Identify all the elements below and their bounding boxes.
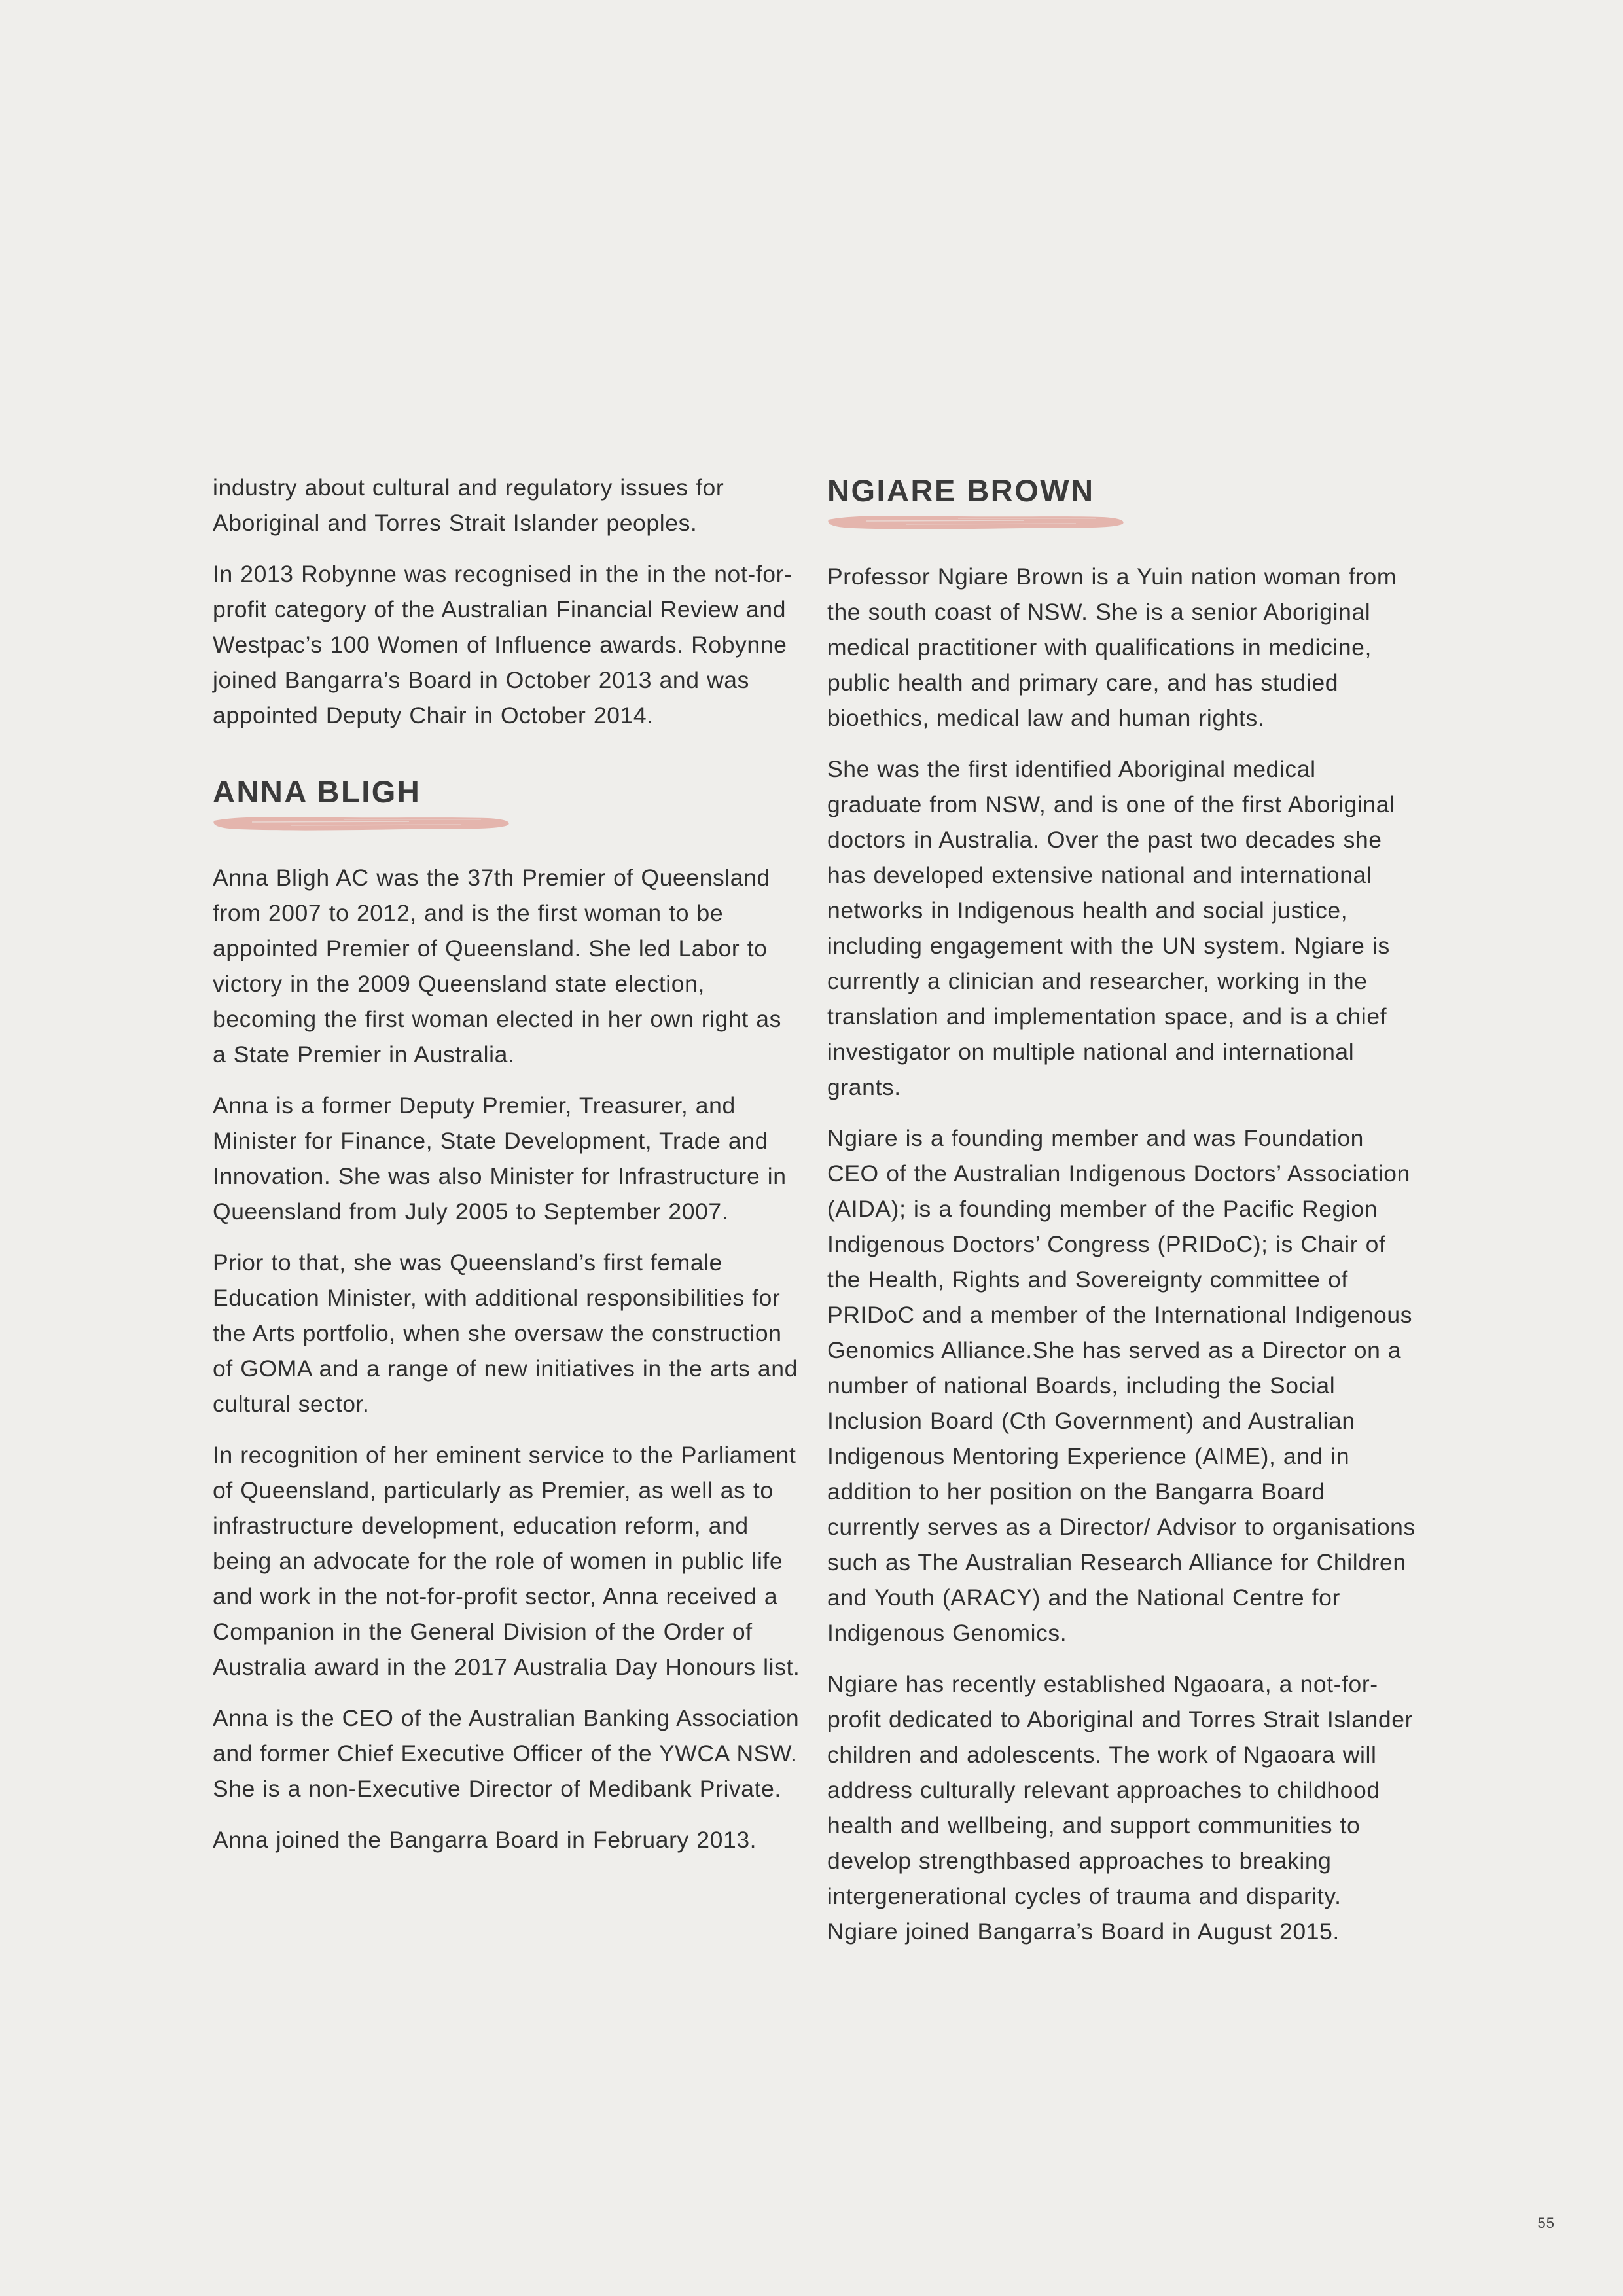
bio-paragraph: Ngiare is a founding member and was Foundation CEO of the Australian Indigenous Doctors’ Association (AIDA); is a founding member of the Pacific Region Indigenous Doctors’ Congress (PRIDoC); is Chair of the Health, Rights and Sovereignty committee of PRIDoC and a member of the International Indigenous Genomics Alliance.She has served as a Director on a number of national Boards, including the Social Inclusion Board (Cth Government) and Australian Indigenous Mentoring Experience (AIME), and in addition to her position on the Bangarra Board currently serves as a Director/ Advisor to organisations such as The Australian Research Alliance for Children and Youth (ARACY) and the National Centre for Indigenous Genomics. [827,1125,1416,1646]
bio-paragraph: Ngiare has recently established Ngaoara, a not-for-profit dedicated to Aboriginal and Torres Strait Islander children and adolescents. The work of Ngaoara will address culturally relevant approaches to childhood health and wellbeing, and support communities to develop strengthbased approaches to breaking intergenerational cycles of trauma and disparity. Ngiare joined Bangarra’s Board in August 2015. [827,1671,1414,1945]
bio-paragraph: Anna joined the Bangarra Board in February 2013. [213,1827,757,1853]
page-number: 55 [1537,2215,1555,2231]
bio-paragraph: Anna Bligh AC was the 37th Premier of Queensland from 2007 to 2012, and is the first woman to be appointed Premier of Queensland. She led Labor to victory in the 2009 Queensland state election, becoming the first woman elected in her own right as a State Premier in Australia. [213,865,781,1067]
brush-underline-decoration [827,511,1128,533]
brush-underline-decoration [213,812,514,834]
intro-paragraph: industry about cultural and regulatory issues for Aboriginal and Torres Strait Islander peoples. [213,475,724,536]
bio-paragraph: She was the first identified Aboriginal medical graduate from NSW, and is one of the first Aboriginal doctors in Australia. Over the past two decades she has developed extensive national and international networks in Indigenous health and social justice, including engagement with the UN system. Ngiare is currently a clinician and researcher, working in the translation and implementation space, and is a chief investigator on multiple national and international grants. [827,756,1395,1100]
bio-paragraph: In recognition of her eminent service to the Parliament of Queensland, particularly as Premier, as well as to infrastructure development, education reform, and being an advocate for the role of women in public life and work in the not-for-profit sector, Anna received a Companion in the General Division of the Order of Australia award in the 2017 Australia Day Honours list. [213,1442,800,1680]
bio-paragraph: Anna is the CEO of the Australian Banking Association and former Chief Executive Officer of the YWCA NSW. She is a non-Executive Director of Medibank Private. [213,1705,800,1802]
profile-heading-anna-bligh [213,774,802,834]
left-column [213,470,802,1873]
bio-paragraph: Professor Ngiare Brown is a Yuin nation woman from the south coast of NSW. She is a senior Aboriginal medical practitioner with qualifications in medicine, public health and primary care, and has studied bioethics, medical law and human rights. [827,564,1397,731]
right-column [827,473,1416,1965]
intro-paragraph: In 2013 Robynne was recognised in the in the not-for-profit category of the Australian Financial Review and Westpac’s 100 Women of Influence awards. Robynne joined Bangarra’s Board in October 2013 and was appointed Deputy Chair in October 2014. [213,561,793,728]
profile-name: ANNA BLIGH [213,774,421,809]
profile-heading-ngiare-brown [827,473,1416,533]
bio-paragraph: Prior to that, she was Queensland’s first female Education Minister, with additional responsibilities for the Arts portfolio, when she oversaw the construction of GOMA and a range of new initiatives in the arts and cultural sector. [213,1249,798,1417]
profile-name: NGIARE BROWN [827,473,1095,508]
bio-paragraph: Anna is a former Deputy Premier, Treasurer, and Minister for Finance, State Development, Trade and Innovation. She was also Minister for Infrastructure in Queensland from July 2005 to September 2007. [213,1092,787,1225]
